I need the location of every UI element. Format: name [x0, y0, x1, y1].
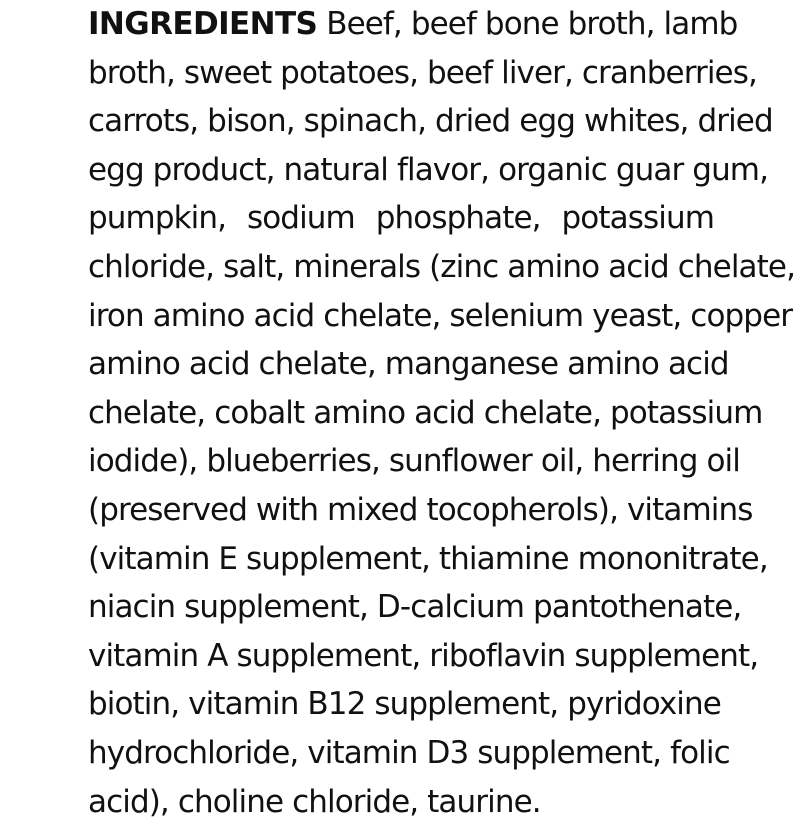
- ingredients-panel: [88, 0, 714, 826]
- ingredients-line-7: iron amino acid chelate, selenium yeast, copper: [88, 292, 714, 341]
- ingredients-line-15: biotin, vitamin B12 supplement, pyridoxine: [88, 680, 714, 729]
- ingredients-line-5: pumpkin, sodium phosphate, potassium: [88, 194, 714, 243]
- ingredients-line-17: acid), choline chloride, taurine.: [88, 778, 714, 826]
- ingredients-line-14: vitamin A supplement, riboflavin supplement,: [88, 632, 714, 681]
- ingredients-heading: INGREDIENTS: [88, 6, 317, 42]
- ingredients-line-16: hydrochloride, vitamin D3 supplement, folic: [88, 729, 714, 778]
- ingredients-line-6: chloride, salt, minerals (zinc amino acid chelate,: [88, 243, 714, 292]
- ingredients-line-1: [88, 0, 714, 49]
- ingredients-line-2: broth, sweet potatoes, beef liver, cranberries,: [88, 49, 714, 98]
- ingredients-text: Beef, beef bone broth, lamb: [326, 6, 737, 42]
- ingredients-line-4: egg product, natural flavor, organic guar gum,: [88, 146, 714, 195]
- ingredients-line-12: (vitamin E supplement, thiamine mononitrate,: [88, 535, 714, 584]
- ingredients-line-8: amino acid chelate, manganese amino acid: [88, 340, 714, 389]
- ingredients-line-3: carrots, bison, spinach, dried egg whites, dried: [88, 97, 714, 146]
- ingredients-line-10: iodide), blueberries, sunflower oil, herring oil: [88, 437, 714, 486]
- ingredients-line-13: niacin supplement, D-calcium pantothenate,: [88, 583, 714, 632]
- ingredients-line-11: (preserved with mixed tocopherols), vitamins: [88, 486, 714, 535]
- ingredients-line-9: chelate, cobalt amino acid chelate, potassium: [88, 389, 714, 438]
